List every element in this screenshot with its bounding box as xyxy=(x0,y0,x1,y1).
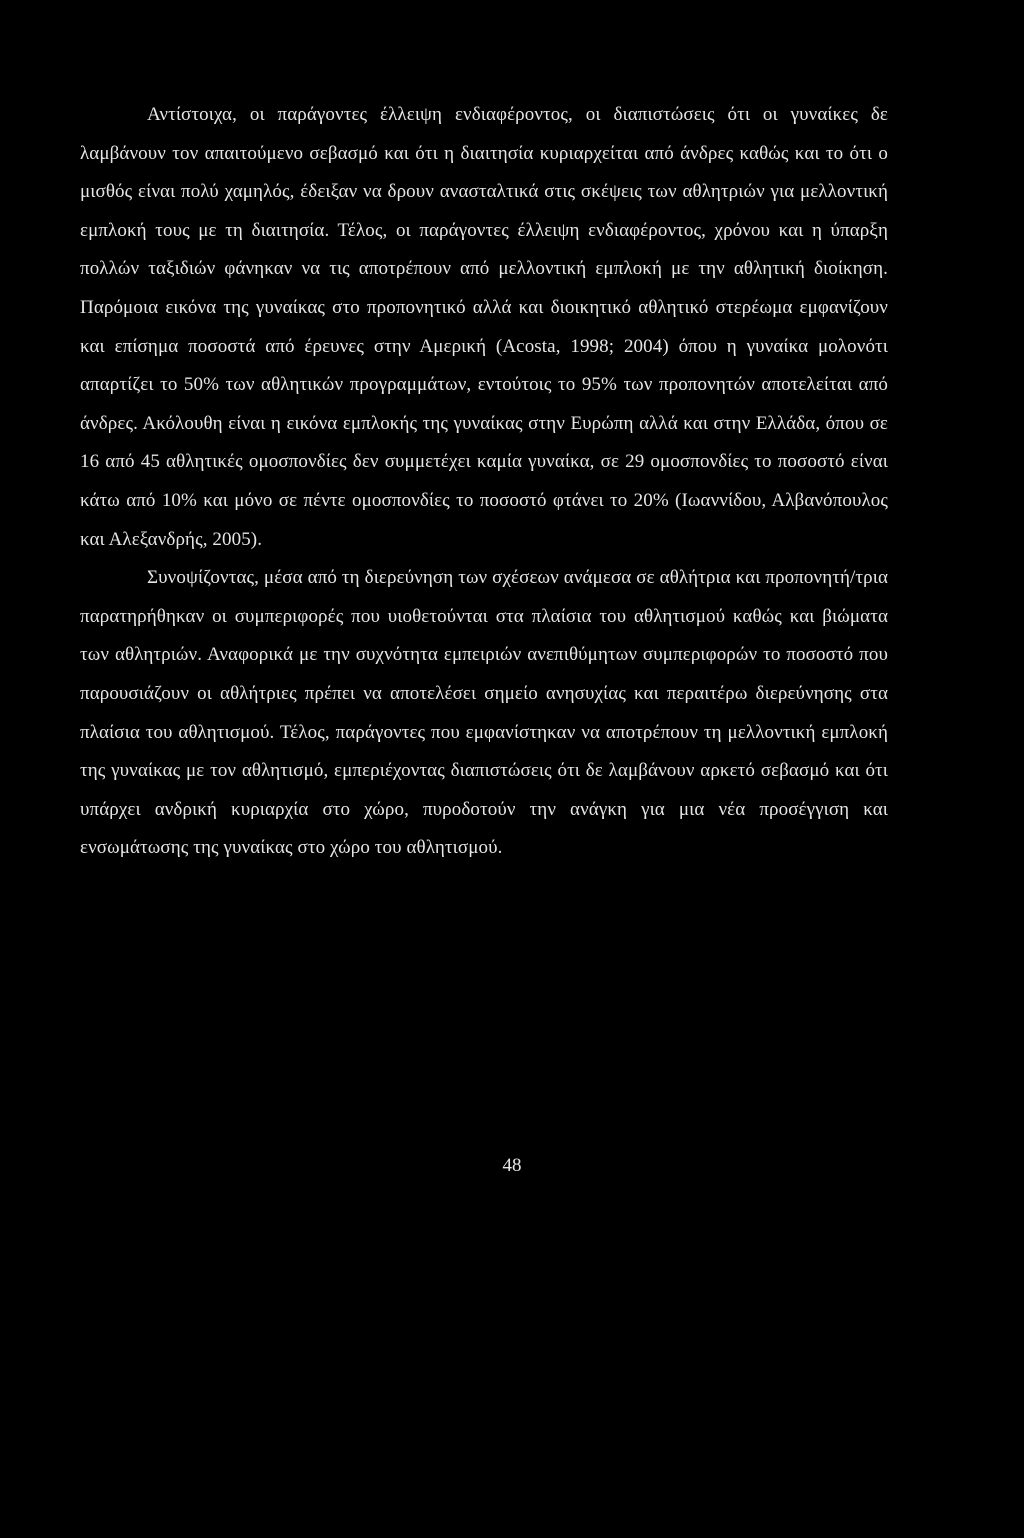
page-number: 48 xyxy=(502,1155,522,1176)
page-body xyxy=(80,96,888,868)
paragraph-1: Αντίστοιχα, οι παράγοντες έλλειψη ενδιαφέροντος, οι διαπιστώσεις ότι οι γυναίκες δε λαμβάνουν τον απαιτούμενο σεβασμό και ότι η διαιτησία κυριαρχείται από άνδρες καθώς και το ότι ο μισθός είναι πολύ χαμηλός, έδειξαν να δρουν ανασταλτικά στις σκέψεις των αθλητριών για μελλοντική εμπλοκή τους με τη διαιτησία. Τέλος, οι παράγοντες έλλειψη ενδιαφέροντος, χρόνου και η ύπαρξη πολλών ταξιδιών φάνηκαν να τις αποτρέπουν από μελλοντική εμπλοκή με την αθλητική διοίκηση. Παρόμοια εικόνα της γυναίκας στο προπονητικό αλλά και διοικητικό αθλητικό στερέωμα εμφανίζουν και επίσημα ποσοστά από έρευνες στην Αμερική (Acosta, 1998; 2004) όπου η γυναίκα μολονότι απαρτίζει το 50% των αθλητικών προγραμμάτων, εντούτοις το 95% των προπονητών αποτελείται από άνδρες. Ακόλουθη είναι η εικόνα εμπλοκής της γυναίκας στην Ευρώπη αλλά και στην Ελλάδα, όπου σε 16 από 45 αθλητικές ομοσπονδίες δεν συμμετέχει καμία γυναίκα, σε 29 ομοσπονδίες το ποσοστό είναι κάτω από 10% και μόνο σε πέντε ομοσπονδίες το ποσοστό φτάνει το 20% (Ιωαννίδου, Αλβανόπουλος και Αλεξανδρής, 2005). xyxy=(80,104,888,550)
paragraph-2: Συνοψίζοντας, μέσα από τη διερεύνηση των σχέσεων ανάμεσα σε αθλήτρια και προπονητή/τρια παρατηρήθηκαν οι συμπεριφορές που υιοθετούνται στα πλαίσια του αθλητισμού καθώς και βιώματα των αθλητριών. Αναφορικά με την συχνότητα εμπειριών ανεπιθύμητων συμπεριφορών το ποσοστό που παρουσιάζουν οι αθλήτριες πρέπει να αποτελέσει σημείο ανησυχίας και περαιτέρω διερεύνησης στα πλαίσια του αθλητισμού. Τέλος, παράγοντες που εμφανίστηκαν να αποτρέπουν τη μελλοντική εμπλοκή της γυναίκας με τον αθλητισμό, εμπεριέχοντας διαπιστώσεις ότι δε λαμβάνουν αρκετό σεβασμό και ότι υπάρχει ανδρική κυριαρχία στο χώρο, πυροδοτούν την ανάγκη για μια νέα προσέγγιση και ενσωμάτωσης της γυναίκας στο χώρο του αθλητισμού. xyxy=(80,567,888,859)
